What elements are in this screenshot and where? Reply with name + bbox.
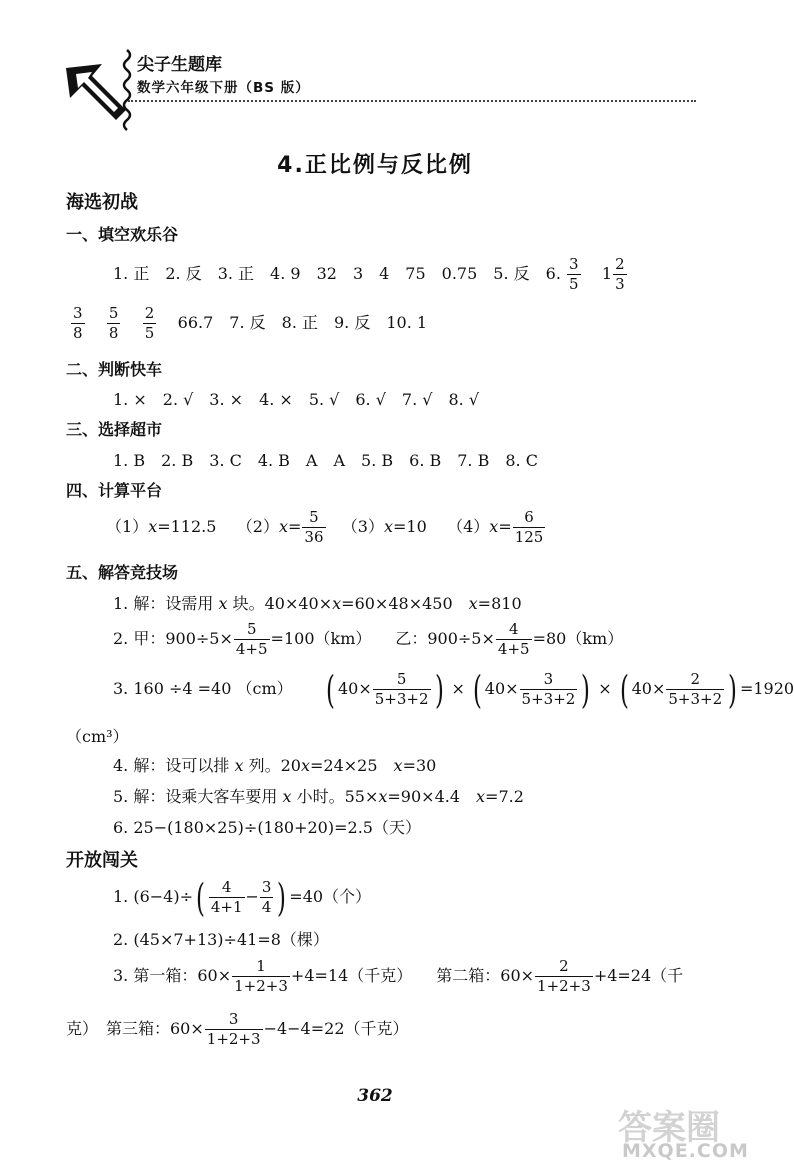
fraction: $\frac{2}{5+3+2}$ xyxy=(668,670,723,708)
chapter-title: 4.正比例与反比例 xyxy=(277,153,473,178)
page-number: 362 xyxy=(357,1086,393,1106)
watermark-url: MXQE.COM xyxy=(622,1140,749,1162)
fraction: $\frac{3}{5+3+2}$ xyxy=(521,670,576,708)
section-heading-2: 开放闯关 xyxy=(66,850,138,871)
part5-q1: 1. 解：设需用 x 块。40×40×x=60×48×450 x=810 xyxy=(113,594,522,613)
part5-q3-unit: （cm³） xyxy=(66,727,129,746)
fraction: $\frac{3}{8}$ xyxy=(73,304,83,342)
open-q2: 2. (45×7+13)÷41=8（棵） xyxy=(113,930,329,949)
part5-q6: 6. 25−(180×25)÷(180+20)=2.5（天） xyxy=(113,818,421,837)
fraction: $\frac{4}{4+1}$ xyxy=(210,878,243,916)
watermark-logo: 答案圈 xyxy=(618,1108,720,1148)
part1-line1: 1. 正 2. 反 3. 正 4. 9 32 3 4 75 0.75 5. 反 6. $\frac{3}{5}$ 1 $\frac{2}{3}$ xyxy=(113,255,625,293)
fraction: $\frac{5}{8}$ xyxy=(108,304,119,342)
open-q3: 3. 第一箱：60× $\frac{1}{1+2+3}$ +4=14（千克） 第二箱：60× $\frac{2}{1+2+3}$ +4=24（千 xyxy=(113,957,684,995)
fraction: $\frac{1}{1+2+3}$ xyxy=(234,957,288,995)
part2-heading: 二、判断快车 xyxy=(66,360,163,379)
book-series: 尖子生题库 xyxy=(137,55,222,75)
fraction: $\frac{5}{36}$ xyxy=(304,508,324,546)
part3-line: 1. B 2. B 3. C 4. B A A 5. B 6. B 7. B 8. C xyxy=(113,451,538,470)
part1-heading: 一、填空欢乐谷 xyxy=(66,225,179,244)
part3-heading: 三、选择超市 xyxy=(66,420,163,439)
part4-line: （1）x=112.5 （2）x= $\frac{5}{36}$ （3）x=10 （4）x= $\frac{6}{125}$ xyxy=(106,508,544,546)
part5-q4: 4. 解：设可以排 x 列。20x=24×25 x=30 xyxy=(113,756,437,775)
fraction: $\frac{3}{4}$ xyxy=(261,878,272,916)
part5-q3: 3. 160 ÷4 =40 （cm） ( 40× $\frac{5}{5+3+2}$ ) × ( 40× $\frac{3}{5+3+2}$ ) × ( 40× $\frac{2}{5+3+2}$ ) =1920 xyxy=(113,667,794,712)
fraction: $\frac{3}{1+2+3}$ xyxy=(206,1010,261,1048)
open-q1: 1. (6−4)÷( $\frac{4}{4+1}$ − $\frac{3}{4}$ ) =40（个） xyxy=(113,875,372,920)
fraction: $\frac{5}{4+5}$ xyxy=(235,620,268,658)
fraction: $\frac{6}{125}$ xyxy=(514,508,544,546)
fraction: $\frac{5}{5+3+2}$ xyxy=(374,670,429,708)
wavy-divider-icon xyxy=(120,50,134,130)
fraction: $\frac{2}{3}$ xyxy=(615,255,625,293)
section-heading-1: 海选初战 xyxy=(66,192,138,213)
book-subtitle: 数学六年级下册（BS 版） xyxy=(137,80,310,96)
fraction: $\frac{3}{5}$ xyxy=(569,255,579,293)
part4-heading: 四、计算平台 xyxy=(66,481,163,500)
part2-line: 1. × 2. √ 3. × 4. × 5. √ 6. √ 7. √ 8. √ xyxy=(113,390,480,409)
fraction: $\frac{4}{4+5}$ xyxy=(497,620,530,658)
fraction: $\frac{2}{5}$ xyxy=(144,304,155,342)
header-rule xyxy=(128,100,696,102)
part5-q5: 5. 解：设乘大客车要用 x 小时。55×x=90×4.4 x=7.2 xyxy=(113,787,524,806)
fraction: $\frac{2}{1+2+3}$ xyxy=(537,957,591,995)
open-q3-cont: 克） 第三箱：60× $\frac{3}{1+2+3}$ −4−4=22（千克） xyxy=(66,1010,409,1048)
part5-q2: 2. 甲：900÷5× $\frac{5}{4+5}$ =100（km） 乙：900÷5× $\frac{4}{4+5}$ =80（km） xyxy=(113,620,624,658)
part5-heading: 五、解答竞技场 xyxy=(66,563,179,582)
part1-line2: $\frac{3}{8}$ $\frac{5}{8}$ $\frac{2}{5}$ 66.7 7. 反 8. 正 9. 反 10. 1 xyxy=(73,304,428,342)
